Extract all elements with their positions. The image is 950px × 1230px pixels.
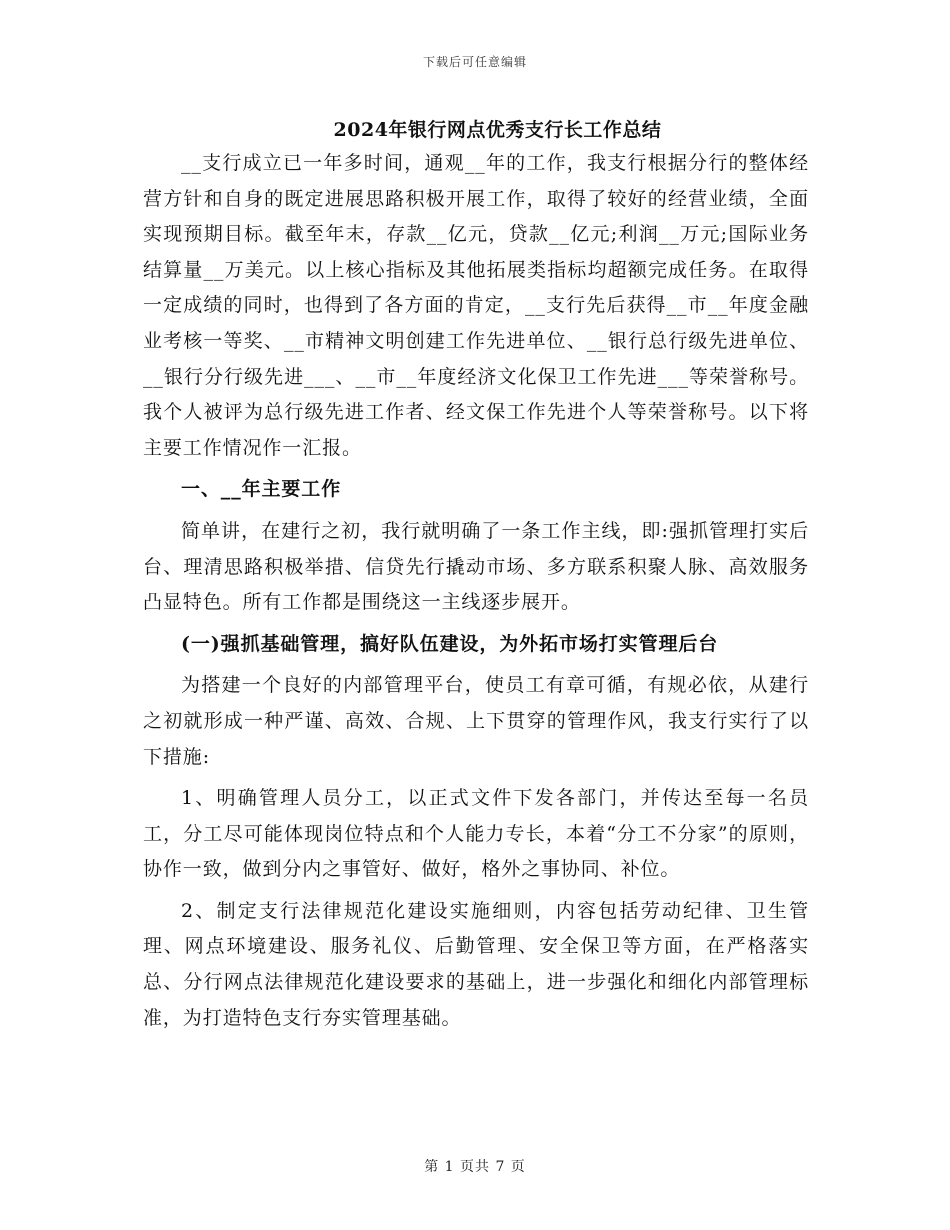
- document-body: [143, 146, 809, 1036]
- document-title: 2024年银行网点优秀支行长工作总结: [333, 119, 662, 141]
- header-note: 下载后可任意编辑: [422, 55, 527, 69]
- subsection-heading: (一)强抓基础管理，搞好队伍建设，为外拓市场打实管理后台: [181, 632, 719, 655]
- page-footer: 第 1 页共 7 页: [424, 1159, 526, 1175]
- subsection-paragraph: 为搭建一个良好的内部管理平台，使员工有章可循，有规必依，从建行之初就形成一种严谨、高效、合规、上下贯穿的管理作风，我支行实行了以下措施:: [143, 674, 809, 768]
- section-paragraph: 简单讲，在建行之初，我行就明确了一条工作主线，即:强抓管理打实后台、理清思路积极举措、信贷先行撬动市场、多方联系积聚人脉、高效服务凸显特色。所有工作都是围绕这一主线逐步展开。: [143, 519, 809, 614]
- list-item-1: 1、明确管理人员分工，以正式文件下发各部门，并传达至每一名员工，分工尽可能体现岗位特点和个人能力专长，本着“分工不分家”的原则，协作一致，做到分内之事管好、做好，格外之事协同、补位。: [143, 787, 809, 881]
- section-heading: 一、__年主要工作: [181, 478, 342, 501]
- intro-paragraph: __支行成立已一年多时间，通观__年的工作，我支行根据分行的整体经营方针和自身的既定进展思路积极开展工作，取得了较好的经营业绩，全面实现预期目标。截至年末，存款__亿元，贷款__亿元;利润__万元;国际业务结算量__万美元。以上核心指标及其他拓展类指标均超额完成任务。在取得一定成绩的同时，也得到了各方面的肯定，__支行先后获得__市__年度金融业考核一等奖、__市精神文明创建工作先进单位、__银行总行级先进单位、__银行分行级先进___、__市__年度经济文化保卫工作先进___等荣誉称号。我个人被评为总行级先进工作者、经文保工作先进个人等荣誉称号。以下将主要工作情况作一汇报。: [143, 152, 809, 459]
- list-item-2: 2、制定支行法律规范化建设实施细则，内容包括劳动纪律、卫生管理、网点环境建设、服务礼仪、后勤管理、安全保卫等方面，在严格落实总、分行网点法律规范化建设要求的基础上，进一步强化和细化内部管理标准，为打造特色支行夯实管理基础。: [143, 899, 809, 1029]
